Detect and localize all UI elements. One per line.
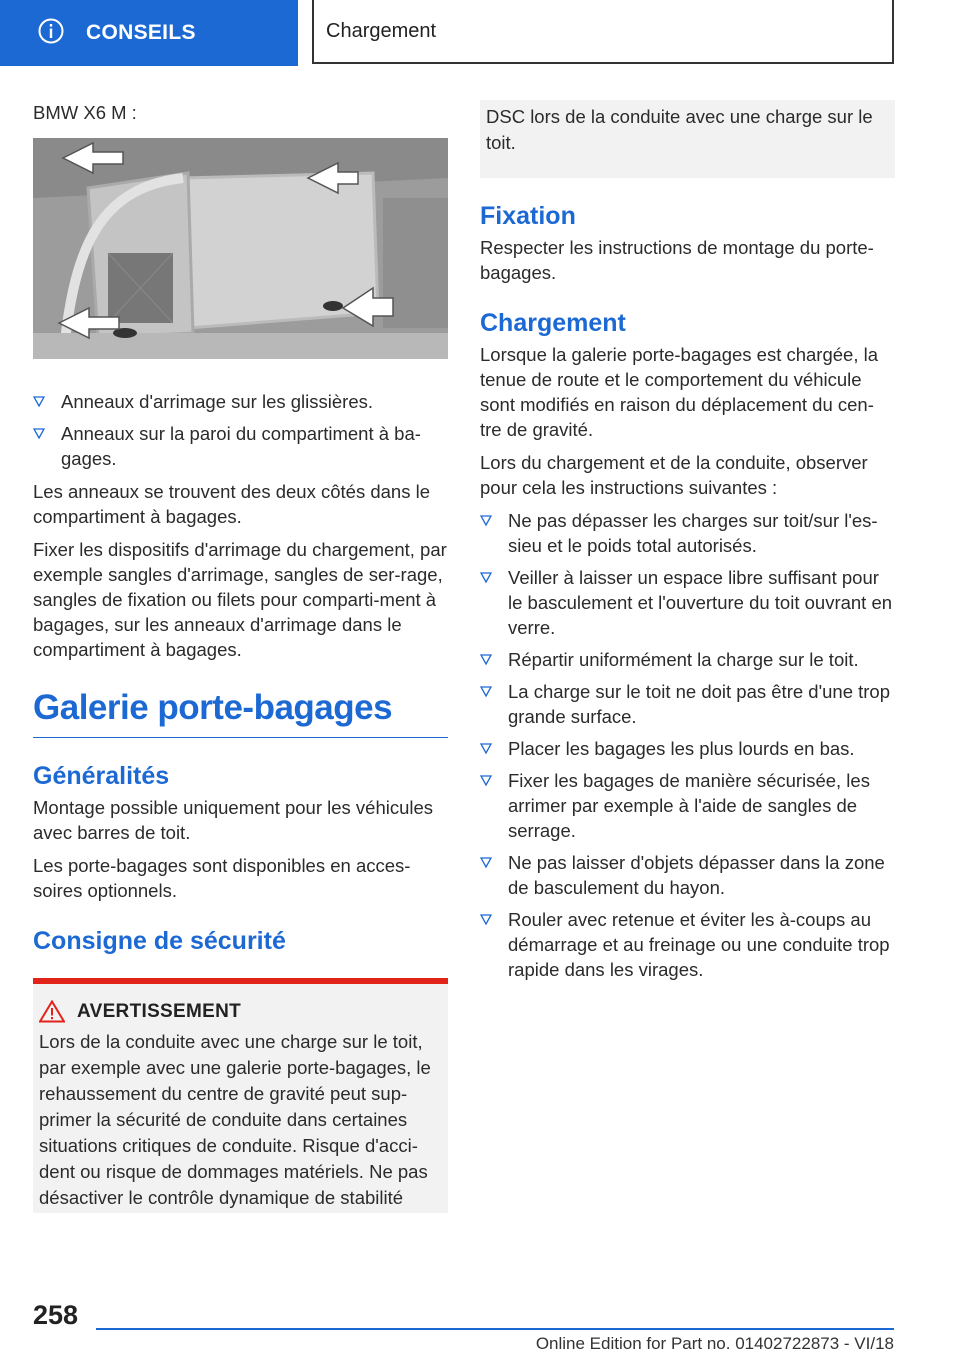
trunk-photo (33, 138, 448, 359)
bullet-triangle-icon (480, 857, 492, 869)
bullet-triangle-icon (480, 654, 492, 666)
warning-triangle-icon (39, 1000, 65, 1023)
list-item: Anneaux d'arrimage sur les glissières. (33, 389, 448, 414)
info-icon (38, 18, 64, 49)
heading-roof-rack: Galerie porte-bagages (33, 688, 448, 738)
paragraph: Lors du chargement et de la conduite, observer pour cela les instructions suivantes : (480, 452, 868, 498)
heading-safety: Consigne de sécurité (33, 927, 286, 955)
page-number: 258 (33, 1300, 79, 1330)
list-item: Veiller à laisser un espace libre suffisant pour le basculement et l'ouverture du toit ouvrant en verre. (480, 565, 895, 640)
bullet-triangle-icon (480, 775, 492, 787)
section-header (312, 0, 894, 64)
bullet-triangle-icon (480, 515, 492, 527)
paragraph: Fixer les dispositifs d'arrimage du chargement, par exemple sangles d'arrimage, sangles de ser-rage, sangles de fixation ou filets pour comparti-ment à bagages, sur les anneaux d'arrimage dans le compartiment à bagages. (33, 539, 447, 660)
bullet-triangle-icon (480, 743, 492, 755)
paragraph: Montage possible uniquement pour les véhicules avec barres de toit. (33, 797, 434, 843)
footer-edition: Online Edition for Part no. 01402722873 - VI/18 (535, 1334, 894, 1353)
bullet-triangle-icon (480, 686, 492, 698)
tab-label: CONSEILS (86, 21, 196, 44)
section-title: Chargement (326, 19, 437, 42)
list-item: La charge sur le toit ne doit pas être d'une trop grande surface. (480, 679, 895, 729)
list-item: Ne pas laisser d'objets dépasser dans la zone de basculement du hayon. (480, 850, 895, 900)
heading-loading: Chargement (480, 309, 626, 337)
model-label: BMW X6 M : (33, 102, 137, 123)
list-item: Placer les bagages les plus lourds en bas. (480, 736, 895, 761)
warning-title: AVERTISSEMENT (77, 1000, 242, 1022)
paragraph: Respecter les instructions de montage du porte-bagages. (480, 237, 874, 283)
right-column (480, 100, 895, 990)
paragraph: Lorsque la galerie porte-bagages est chargée, la tenue de route et le comportement du véhicule sont modifiés en raison du déplacement du cen-tre de gravité. (480, 344, 879, 440)
bullet-triangle-icon (480, 572, 492, 584)
list-item: Répartir uniformément la charge sur le toit. (480, 647, 895, 672)
list-item: Anneaux sur la paroi du compartiment à ba-gages. (33, 421, 448, 471)
loading-instructions-list (480, 508, 895, 982)
heading-general: Généralités (33, 762, 170, 790)
heading-fixation: Fixation (480, 202, 576, 230)
warning-text: Lors de la conduite avec une charge sur le toit, par exemple avec une galerie porte-bagages, le rehaussement du centre de gravité peut sup-primer la sécurité de conduite dans certaines situations critiques de conduite. Risque d'acci-dent ou risque de dommages matériels. Ne pas désactiver le contrôle dynamique de stabilité (39, 1031, 431, 1208)
anchor-list (33, 389, 448, 471)
list-item: Fixer les bagages de manière sécurisée, les arrimer par exemple à l'aide de sangles de serrage. (480, 768, 895, 843)
list-item: Rouler avec retenue et éviter les à-coups au démarrage et au freinage ou une conduite trop rapide dans les virages. (480, 907, 895, 982)
header-tab[interactable] (0, 0, 298, 66)
footer-divider (96, 1328, 894, 1330)
warning-box (33, 978, 448, 1213)
list-item: Ne pas dépasser les charges sur toit/sur l'es-sieu et le poids total autorisés. (480, 508, 895, 558)
warning-continuation: DSC lors de la conduite avec une charge sur le toit. (480, 100, 895, 178)
left-column (33, 100, 448, 1213)
bullet-triangle-icon (33, 396, 45, 408)
bullet-triangle-icon (33, 428, 45, 440)
bullet-triangle-icon (480, 914, 492, 926)
paragraph: Les porte-bagages sont disponibles en acces-soires optionnels. (33, 855, 411, 901)
paragraph: Les anneaux se trouvent des deux côtés dans le compartiment à bagages. (33, 481, 430, 527)
